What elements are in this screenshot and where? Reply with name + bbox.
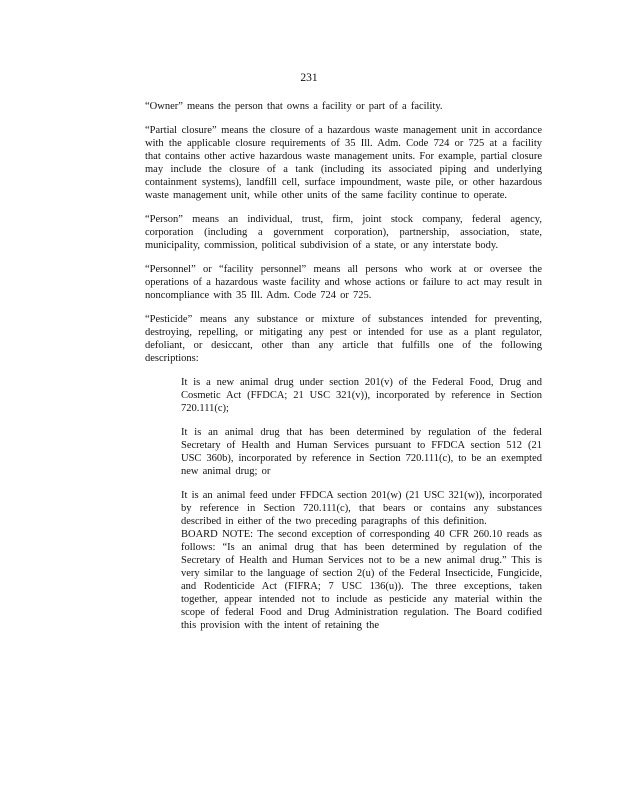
- definition-personnel: “Personnel” or “facility personnel” means all persons who work at or oversee the operations of a hazardous waste facility and whose actions or failure to act may result in noncompliance with 35 Ill. Adm. Code 724 or 725.: [145, 264, 542, 301]
- pesticide-exceptions: [181, 376, 542, 632]
- definition-partial-closure: “Partial closure” means the closure of a hazardous waste management unit in accordance with the applicable closure requirements of 35 Ill. Adm. Code 724 or 725 at a facility that contains other active hazardous waste management units. For example, partial closure may include the closure of a tank (including its associated piping and underlying containment systems), landfill cell, surface impoundment, waste pile, or other hazardous waste management unit, while other units of the same facility continue to operate.: [145, 125, 542, 201]
- exception-item: It is an animal drug that has been determined by regulation of the federal Secretary of Health and Human Services pursuant to FFDCA section 512 (21 USC 360b), incorporated by reference in Section 720.111(c), to be an exempted new animal drug; or: [181, 427, 542, 477]
- exception-item: It is a new animal drug under section 201(v) of the Federal Food, Drug and Cosmetic Act (FFDCA; 21 USC 321(v)), incorporated by reference in Section 720.111(c);: [181, 377, 542, 414]
- board-note: BOARD NOTE: The second exception of corresponding 40 CFR 260.10 reads as follows: “Is an animal drug that has been determined by regulation of the Secretary of Health and Human Services not to be a new animal drug.” This is very similar to the language of section 2(u) of the Federal Insecticide, Fungicide, and Rodenticide Act (FIFRA; 7 USC 136(u)). The three exceptions, taken together, appear intended not to include as pesticide any material within the scope of federal Food and Drug Administration regulation. The Board codified this provision with the intent of retaining the: [181, 529, 542, 631]
- page-number: 231: [300, 72, 318, 84]
- exception-item: It is an animal feed under FFDCA section 201(w) (21 USC 321(w)), incorporated by reference in Section 720.111(c), that bears or contains any substances described in either of the two preceding paragraphs of this definition.: [181, 490, 542, 527]
- definition-owner: “Owner” means the person that owns a facility or part of a facility.: [145, 101, 443, 112]
- page-body: [145, 100, 542, 643]
- definition-pesticide: “Pesticide” means any substance or mixture of substances intended for preventing, destroying, repelling, or mitigating any pest or intended for use as a plant regulator, defoliant, or desiccant, other than any article that fulfills one of the following descriptions:: [145, 314, 542, 364]
- definition-person: “Person” means an individual, trust, firm, joint stock company, federal agency, corporation (including a government corporation), partnership, association, state, municipality, commission, political subdivision of a state, or any interstate body.: [145, 214, 542, 251]
